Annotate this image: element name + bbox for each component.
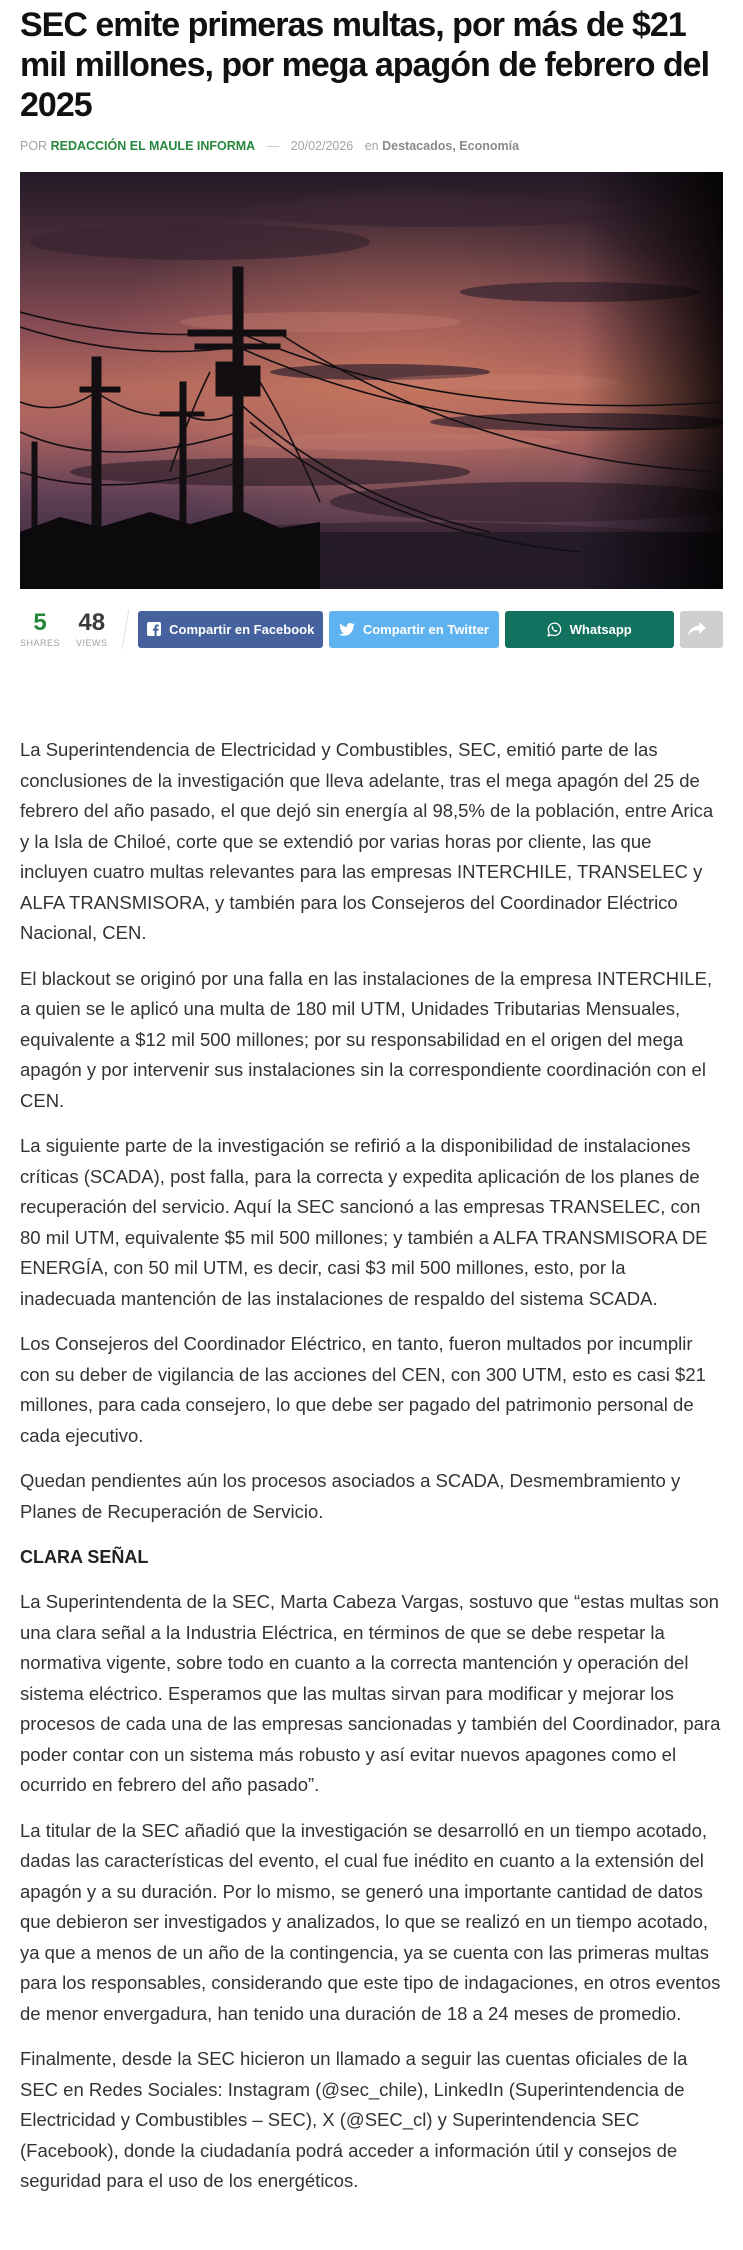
paragraph-8: Finalmente, desde la SEC hicieron un llamado a seguir las cuentas oficiales de la SEC en Redes Sociales: Instagram (@sec_chile), LinkedIn (Superintendencia de Electricidad y Combustibles – SEC), X (@SEC_cl) y Superintendencia SEC (Facebook), donde la ciudadanía podrá acceder a información útil y consejos de seguridad para el uso de los energéticos. (20, 2048, 688, 2191)
share-more-button[interactable] (680, 611, 723, 648)
publish-date: 20/02/2026 (290, 139, 354, 153)
sunset-power-lines-photo (20, 172, 723, 589)
share-arrow-icon (688, 622, 706, 636)
shares-counter (20, 608, 61, 648)
views-counter (72, 608, 111, 648)
share-divider (122, 609, 130, 649)
share-twitter-button[interactable] (329, 611, 499, 648)
twitter-icon (339, 623, 355, 636)
paragraph-4: Los Consejeros del Coordinador Eléctrico, en tanto, fueron multados por incumplir con su deber de vigilancia de las acciones del CEN, con 300 UTM, esto es casi $21 millones, para cada consejero, lo que debe ser pagado del patrimonio personal de cada ejecutivo. (20, 1333, 706, 1446)
featured-image (20, 172, 723, 589)
share-bar (20, 609, 723, 649)
share-facebook-label: Compartir en Facebook (169, 621, 315, 637)
paragraph-5: Quedan pendientes aún los procesos asociados a SCADA, Desmembramiento y Planes de Recuperación de Servicio. (20, 1470, 681, 1522)
views-label: VIEWS (75, 637, 108, 648)
share-twitter-label: Compartir en Twitter (362, 621, 489, 637)
category-link-economia[interactable]: Economía (459, 139, 520, 153)
author-link[interactable]: REDACCIÓN EL MAULE INFORMA (50, 139, 256, 153)
share-facebook-button[interactable] (138, 611, 323, 648)
paragraph-7: La titular de la SEC añadió que la investigación se desarrolló en un tiempo acotado, dadas las características del evento, el cual fue inédito en cuanto a la extensión del apagón y a su duración. Por lo mismo, se generó una importante cantidad de datos que debieron ser investigados y analizados, lo que se realizó en un tiempo acotado, ya que a menos de un año de la contingencia, ya se cuenta con las primeras multas para los responsables, considerando que este tipo de indagaciones, en otros eventos de menor envergadura, han tenido una duración de 18 a 24 meses de promedio. (20, 1819, 721, 2024)
category-link-destacados[interactable]: Destacados (382, 139, 453, 153)
paragraph-1: La Superintendencia de Electricidad y Combustibles, SEC, emitió parte de las conclusiones de la investigación que lleva adelante, tras el mega apagón del 25 de febrero del año pasado, el que dejó sin energía al 98,5% de la población, entre Arica y la Isla de Chiloé, corte que se extendió por varias horas por cliente, las que incluyen cuatro multas relevantes para las empresas INTERCHILE, TRANSELEC y ALFA TRANSMISORA, y también para los Consejeros del Coordinador Eléctrico Nacional, CEN. (20, 739, 714, 943)
shares-label: SHARES (20, 637, 61, 648)
paragraph-2: El blackout se originó por una falla en las instalaciones de la empresa INTERCHILE, a quien se le aplicó una multa de 180 mil UTM, Unidades Tributarias Mensuales, equivalente a $12 mil 500 millones; por su responsabilidad en el origen del mega apagón y por intervenir sus instalaciones sin la correspondiente coordinación con el CEN. (20, 967, 713, 1111)
shares-count: 5 (33, 608, 47, 636)
facebook-icon (147, 622, 161, 636)
article-meta (20, 137, 723, 155)
meta-dash: — (266, 139, 280, 153)
meta-by: POR (20, 139, 48, 153)
article-body (20, 735, 723, 2197)
section-heading: CLARA SEÑAL (20, 1547, 149, 1567)
whatsapp-icon (547, 622, 562, 637)
meta-in: en (364, 139, 379, 153)
views-count: 48 (78, 608, 106, 636)
article-title: SEC emite primeras multas, por más de $21 mil millones, por mega apagón de febrero del 2025 (20, 6, 710, 124)
meta-comma: , (452, 139, 456, 153)
share-whatsapp-button[interactable] (505, 611, 674, 648)
share-whatsapp-label: Whatsapp (569, 621, 632, 637)
paragraph-3: La siguiente parte de la investigación se refirió a la disponibilidad de instalaciones críticas (SCADA), post falla, para la correcta y expedita aplicación de los planes de recuperación del servicio. Aquí la SEC sancionó a las empresas TRANSELEC, con 80 mil UTM, equivalente $5 mil 500 millones; y también a ALFA TRANSMISORA DE ENERGÍA, con 50 mil UTM, es decir, casi $3 mil 500 millones, esto, por la inadecuada mantención de las instalaciones de respaldo del sistema SCADA. (20, 1135, 708, 1309)
paragraph-6: La Superintendenta de la SEC, Marta Cabeza Vargas, sostuvo que “estas multas son una clara señal a la Industria Eléctrica, en términos de que se debe respetar la normativa vigente, sobre todo en cuanto a la correcta mantención y operación del sistema eléctrico. Esperamos que las multas sirvan para modificar y mejorar los procesos de cada una de las empresas sancionadas y también del Coordinador, para poder contar con un sistema más robusto y así evitar nuevos apagones como el ocurrido en febrero del año pasado”. (20, 1591, 721, 1795)
